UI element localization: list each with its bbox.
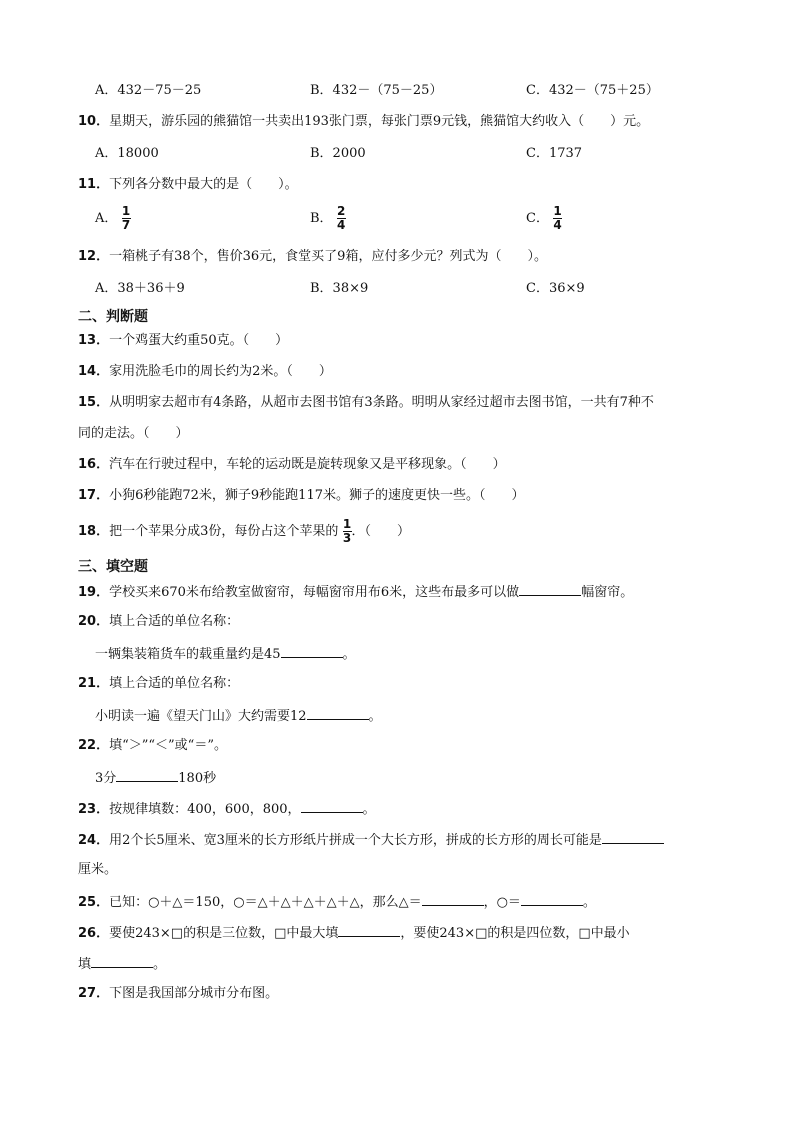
sub-text: 一辆集装箱货车的载重量约是45 [95, 647, 281, 662]
q11-option-b [310, 205, 346, 232]
question-text: 汽车在行驶过程中，车轮的运动既是旋转现象又是平移现象。（ ） [109, 457, 506, 472]
question-number: 18． [78, 524, 110, 539]
question-text: 填“＞”“＜”或“＝”。 [109, 738, 227, 753]
question-19 [78, 582, 633, 602]
question-text: 已知：○＋△＝150，○＝△＋△＋△＋△＋△，那么△＝ [109, 895, 422, 910]
question-number: 14． [78, 364, 110, 379]
question-number: 20． [78, 614, 110, 629]
q11-option-c [526, 205, 562, 232]
question-number: 16． [78, 457, 110, 472]
question-18 [78, 518, 410, 545]
section-heading-fill-in: 三、填空题 [78, 559, 148, 575]
fraction [343, 518, 352, 545]
left-value: 3分 [95, 771, 117, 786]
answer-blank-max[interactable] [338, 923, 400, 937]
q12-option-c: C．36×9 [526, 281, 585, 296]
question-number: 15． [78, 395, 110, 410]
question-tail: 幅窗帘。 [581, 585, 634, 600]
question-text: 要使243×□的积是三位数，□中最大填 [109, 926, 339, 941]
question-25 [78, 892, 596, 912]
question-text: 下图是我国部分城市分布图。 [109, 986, 279, 1001]
question-10 [78, 113, 649, 131]
question-text: 一个鸡蛋大约重50克。（ ） [109, 333, 289, 348]
option-label: A． [95, 211, 118, 226]
continued-text: 填 [78, 957, 92, 972]
question-tail: 。 [582, 895, 596, 910]
question-text: 学校买来670米布给教室做窗帘，每幅窗帘用布6米，这些布最多可以做 [109, 585, 520, 600]
question-24-continued: 厘米。 [78, 862, 118, 877]
answer-blank[interactable] [602, 830, 664, 844]
answer-blank-triangle[interactable] [422, 892, 484, 906]
q9-option-a: A．432－75－25 [95, 83, 202, 98]
question-12 [78, 248, 547, 266]
fraction [122, 205, 131, 232]
question-14 [78, 363, 332, 381]
q9-option-c: C．432－（75＋25） [526, 83, 659, 98]
answer-blank[interactable] [307, 706, 369, 720]
fraction-denominator: 4 [553, 218, 562, 232]
fraction-numerator: 1 [553, 204, 562, 218]
fraction [553, 205, 562, 232]
question-text: 小狗6秒能跑72米，狮子9秒能跑117米。狮子的速度更快一些。（ ） [109, 488, 525, 503]
fraction-denominator: 3 [342, 531, 352, 545]
question-tail: 。 [362, 802, 376, 817]
question-text: 星期天，游乐园的熊猫馆一共卖出193张门票，每张门票9元钱，熊猫馆大约收入（ ）元。 [109, 114, 650, 129]
right-value: 180秒 [178, 771, 217, 786]
fraction-denominator: 4 [337, 218, 346, 232]
question-mid: ，要使243×□的积是四位数，□中最小 [400, 926, 630, 941]
answer-blank[interactable] [519, 582, 581, 596]
question-22 [78, 737, 227, 755]
question-number: 17． [78, 488, 110, 503]
question-text: 家用洗脸毛巾的周长约为2米。（ ） [109, 364, 332, 379]
q10-option-a: A．18000 [95, 146, 159, 161]
question-number: 12． [78, 249, 110, 264]
question-text: 用2个长5厘米、宽3厘米的长方形纸片拼成一个大长方形，拼成的长方形的周长可能是 [109, 833, 602, 848]
question-tail: ．（ ） [351, 524, 411, 539]
question-11 [78, 176, 298, 194]
question-23 [78, 799, 376, 819]
question-number: 25． [78, 895, 110, 910]
option-label: C． [526, 211, 549, 226]
question-text: 把一个苹果分成3份，每份占这个苹果的 [109, 524, 339, 539]
question-21 [78, 675, 239, 693]
question-number: 13． [78, 333, 110, 348]
option-label: B． [310, 211, 333, 226]
question-15 [78, 394, 654, 412]
sub-text: 小明读一遍《望天门山》大约需要12 [95, 709, 307, 724]
q12-option-a: A．38＋36＋9 [95, 281, 185, 296]
question-mid: ，○＝ [483, 895, 521, 910]
fraction-denominator: 7 [121, 218, 131, 232]
question-number: 27． [78, 986, 110, 1001]
answer-blank-circle[interactable] [521, 892, 583, 906]
answer-blank[interactable] [281, 644, 343, 658]
answer-blank-min[interactable] [91, 954, 153, 968]
question-20 [78, 613, 239, 631]
q10-option-c: C．1737 [526, 146, 583, 161]
question-number: 10． [78, 114, 110, 129]
question-26 [78, 923, 630, 943]
question-text: 下列各分数中最大的是（ ）。 [109, 177, 298, 192]
sub-tail: 。 [342, 647, 356, 662]
question-20-sub [95, 644, 356, 664]
question-text: 一箱桃子有38个，售价36元，食堂买了9箱，应付多少元？列式为（ ）。 [109, 249, 547, 264]
sub-tail: 。 [368, 709, 382, 724]
question-number: 23． [78, 802, 110, 817]
answer-blank[interactable] [301, 799, 363, 813]
question-text: 按规律填数：400，600，800， [109, 802, 301, 817]
question-22-sub [95, 768, 216, 788]
fraction-numerator: 2 [337, 204, 346, 218]
q10-option-b: B．2000 [310, 146, 366, 161]
question-17 [78, 487, 525, 505]
question-number: 21． [78, 676, 110, 691]
question-number: 22． [78, 738, 110, 753]
fraction-numerator: 1 [121, 204, 131, 218]
fraction [337, 205, 346, 232]
question-text: 填上合适的单位名称： [109, 614, 240, 629]
question-27 [78, 985, 278, 1003]
question-number: 19． [78, 585, 110, 600]
question-text: 填上合适的单位名称： [109, 676, 240, 691]
section-heading-judgment: 二、判断题 [78, 309, 148, 325]
question-number: 11． [78, 177, 110, 192]
q12-option-b: B．38×9 [310, 281, 369, 296]
question-15-continued: 同的走法。（ ） [78, 426, 189, 441]
question-26-continued [78, 954, 166, 974]
question-24 [78, 830, 664, 850]
question-text: 从明明家去超市有4条路，从超市去图书馆有3条路。明明从家经过超市去图书馆，一共有7种不 [109, 395, 654, 410]
q11-option-a [95, 205, 131, 232]
question-number: 26． [78, 926, 110, 941]
fraction-numerator: 1 [342, 517, 352, 531]
question-21-sub [95, 706, 382, 726]
question-16 [78, 456, 506, 474]
question-tail: 。 [153, 957, 167, 972]
q9-option-b: B．432－（75－25） [310, 83, 443, 98]
question-number: 24． [78, 833, 110, 848]
question-13 [78, 332, 288, 350]
answer-blank[interactable] [116, 768, 178, 782]
